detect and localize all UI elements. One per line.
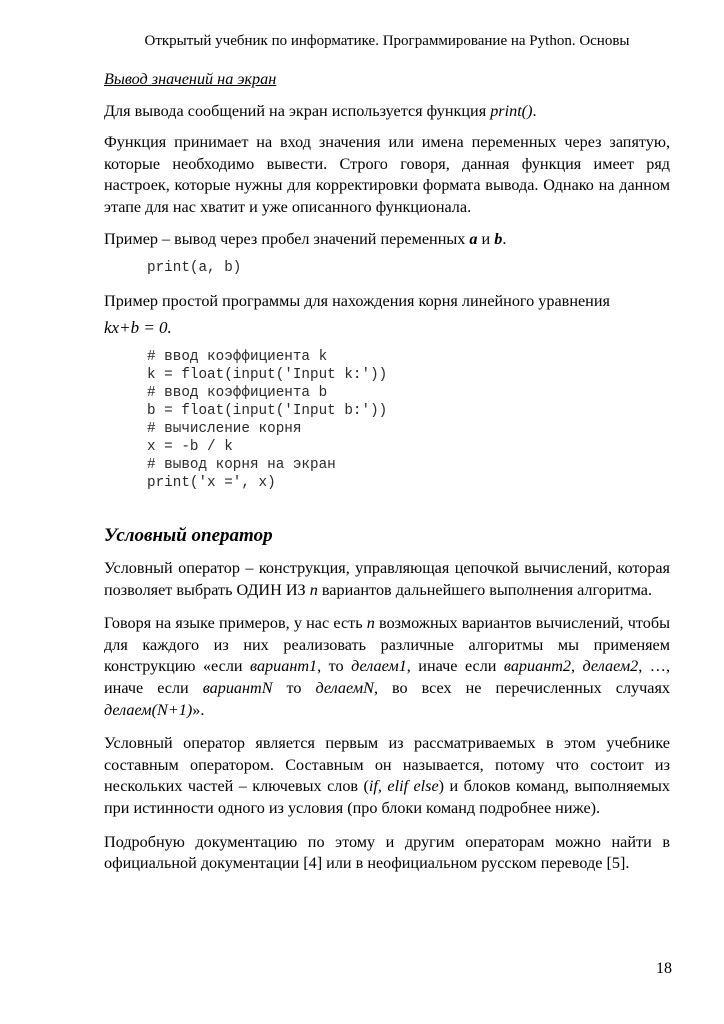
page-number: 18 <box>656 960 672 977</box>
section-title-output: Вывод значений на экран <box>104 70 277 88</box>
paragraph-linear-example: Пример простой программы для нахождения корня линейного уравнения <box>104 292 610 311</box>
output-section <box>104 69 670 492</box>
equation: kx+b = 0. <box>104 317 172 337</box>
section-heading-conditional: Условный оператор <box>104 525 273 546</box>
paragraph-print-intro: Для вывода сообщений на экран используется функция print(). <box>104 101 537 120</box>
conditional-section <box>104 558 670 887</box>
paragraph-conditional-definition: Условный оператор – конструкция, управляющая цепочкой вычислений, которая позволяет выбрать ОДИН ИЗ n вариантов дальнейшего выполнения алгоритма. <box>104 559 670 599</box>
code-block-print: print(a, b) <box>147 260 242 277</box>
paragraph-example-space: Пример – вывод через пробел значений переменных a и b. <box>104 229 507 248</box>
function-name: print() <box>490 101 533 120</box>
paragraph-conditional-example: Говоря на языке примеров, у нас есть n возможных вариантов вычислений, чтобы для каждого из них реализовать различные алгоритмы мы применяем конструкцию «если вариант1, то делаем1, иначе если вариант2, делаем2, …, иначе если вариантN то делаемN, во всех не перечисленных случаях делаем(N+1)». <box>104 614 671 719</box>
paragraph-compound-operator: Условный оператор является первым из рассматриваемых в этом учебнике составным оператором. Составным он называется, потому что состоит из нескольких частей – ключевых слов (if, elif else) и блоков команд, выполняемых при истинности одного из условия (про блоки команд подробнее ниже). <box>104 734 670 817</box>
paragraph-documentation: Подробную документацию по этому и другим операторам можно найти в официальной документации [4] или в неофициальном русском переводе [5]. <box>104 832 670 873</box>
running-header: Открытый учебник по информатике. Программирование на Python. Основы <box>144 33 630 49</box>
code-block-linear-equation: # ввод коэффициента k k = float(input('Input k:')) # ввод коэффициента b b = float(input('Input b:')) # вычисление корня x = -b / k # вывод корня на экран print('x =', x) <box>147 348 388 491</box>
keywords: if, elif else <box>368 777 439 796</box>
paragraph-print-description: Функция принимает на вход значения или имена переменных через запятую, которые необходимо вывести. Строго говоря, данная функция имеет ряд настроек, которые нужны для корректировки формата вывода. Однако на данном этапе для нас хватит и уже описанного функционала. <box>104 133 670 216</box>
